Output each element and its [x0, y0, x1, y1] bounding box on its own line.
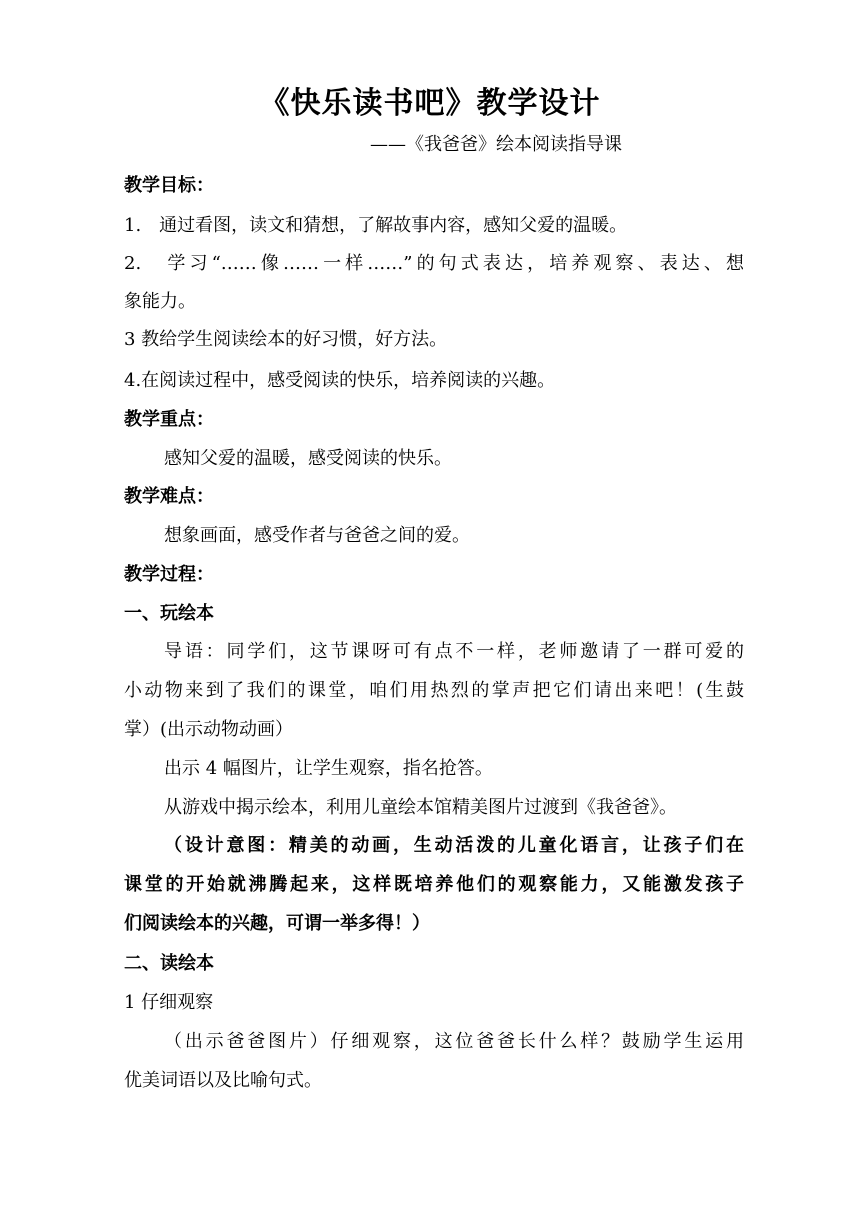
section-2-heading: 二、读绘本	[124, 953, 214, 974]
intro-line-3: 掌）(出示动物动画）	[124, 719, 294, 740]
observe-heading: 1 仔细观察	[124, 992, 214, 1013]
document-subtitle: ——《我爸爸》绘本阅读指导课	[370, 134, 622, 155]
observe-line-2: 优美词语以及比喻句式。	[124, 1070, 322, 1091]
intro-line-1: 导语：同学们，这节课呀可有点不一样，老师邀请了一群可爱的	[164, 641, 744, 662]
goal-2-line-2: 象能力。	[124, 291, 196, 312]
design-intent-line-3: 们阅读绘本的兴趣，可谓一举多得！）	[124, 913, 430, 934]
intro-line-2: 小动物来到了我们的课堂，咱们用热烈的掌声把它们请出来吧！(生鼓	[124, 680, 744, 701]
goals-heading: 教学目标：	[124, 175, 214, 196]
key-points-text: 感知父爱的温暖，感受阅读的快乐。	[164, 448, 452, 469]
goal-4: 4.在阅读过程中，感受阅读的快乐，培养阅读的兴趣。	[124, 370, 556, 391]
goal-1: 1. 通过看图，读文和猜想，了解故事内容，感知父爱的温暖。	[124, 215, 628, 236]
show-pictures-text: 出示 4 幅图片，让学生观察，指名抢答。	[164, 758, 493, 779]
section-1-heading: 一、玩绘本	[124, 603, 214, 624]
document-title: 《快乐读书吧》教学设计	[259, 86, 601, 121]
process-heading: 教学过程：	[124, 564, 214, 585]
design-intent-line-2: 课堂的开始就沸腾起来，这样既培养他们的观察能力，又能激发孩子	[124, 874, 744, 895]
difficulty-heading: 教学难点：	[124, 486, 214, 507]
goal-3: 3 教给学生阅读绘本的好习惯，好方法。	[124, 329, 448, 350]
design-intent-line-1: （设计意图：精美的动画，生动活泼的儿童化语言，让孩子们在	[164, 835, 744, 856]
key-points-heading: 教学重点：	[124, 409, 214, 430]
goal-2-line-1: 2. 学习“……像……一样……”的句式表达，培养观察、表达、想	[124, 253, 744, 274]
difficulty-text: 想象画面，感受作者与爸爸之间的爱。	[164, 525, 470, 546]
reveal-book-text: 从游戏中揭示绘本，利用儿童绘本馆精美图片过渡到《我爸爸》。	[164, 797, 677, 818]
observe-line-1: （出示爸爸图片）仔细观察，这位爸爸长什么样？鼓励学生运用	[164, 1031, 744, 1052]
